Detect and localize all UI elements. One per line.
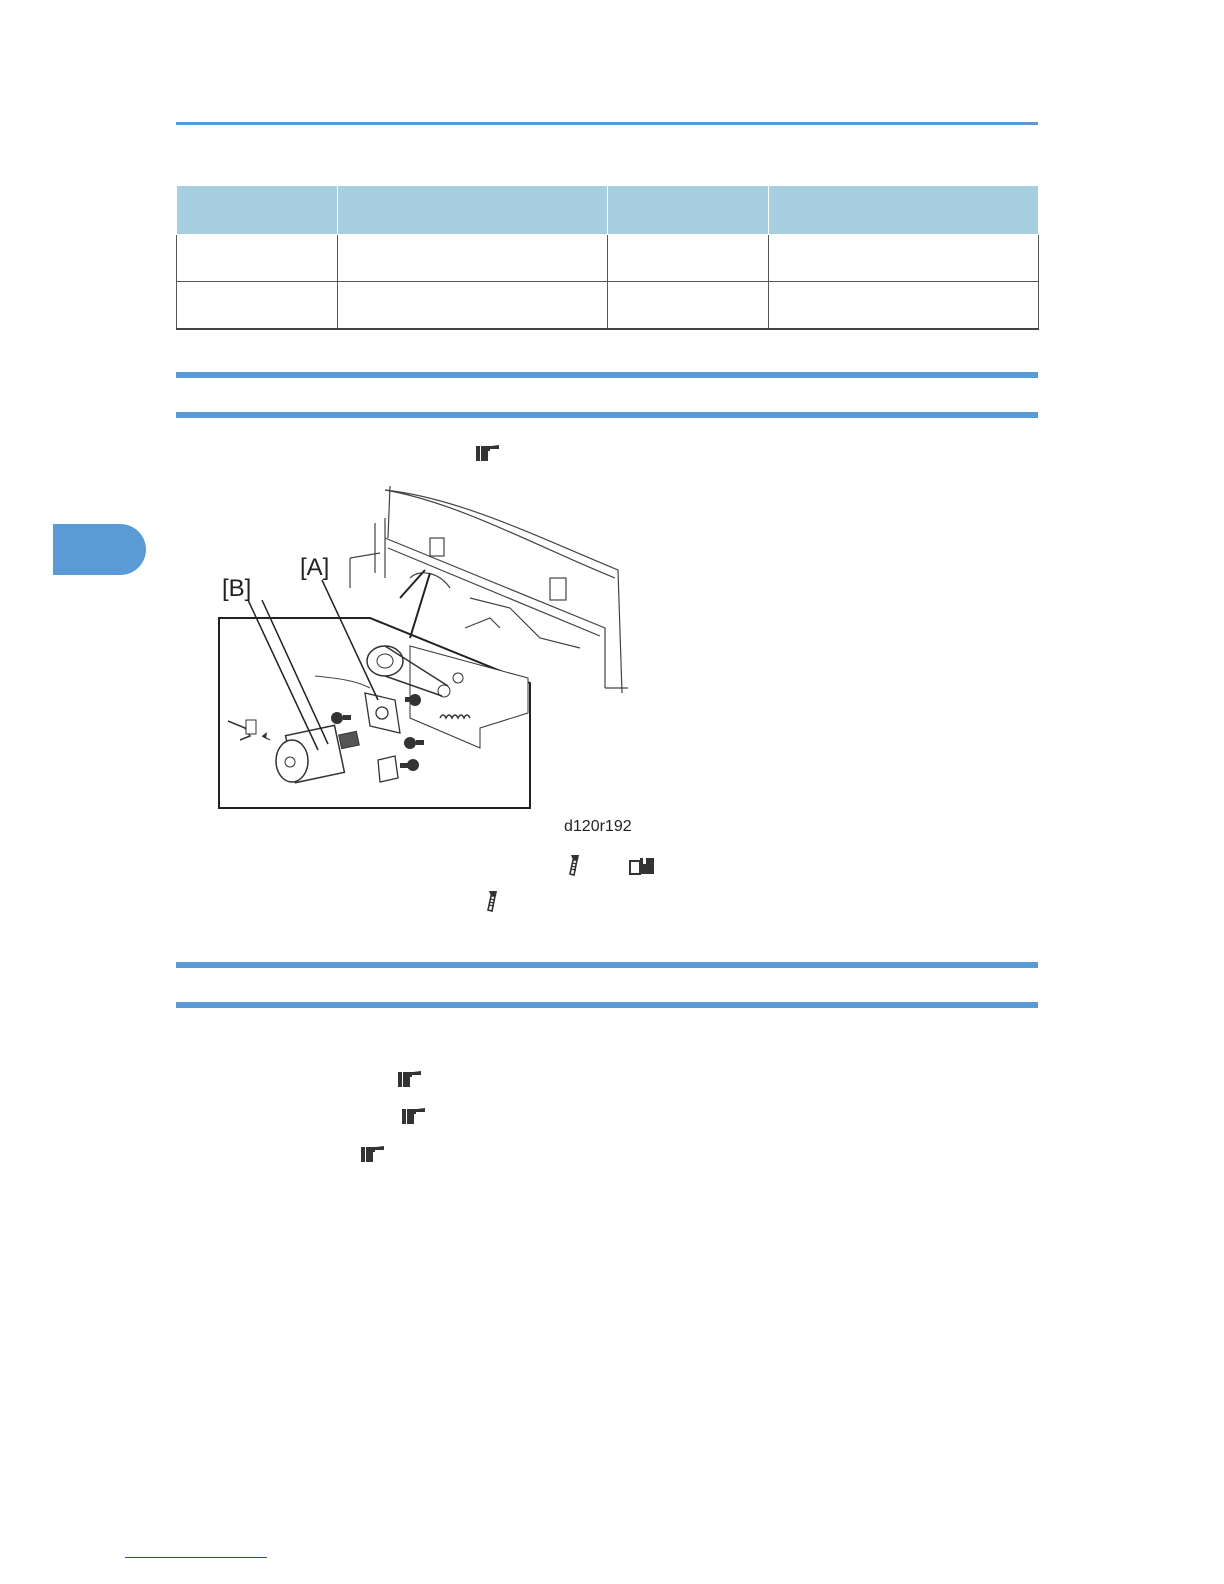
figure-label-a: [A] (300, 554, 330, 581)
table-header-row (177, 186, 1039, 235)
pointing-hand-icon (400, 1106, 428, 1126)
section-rule-top (176, 962, 1038, 968)
table-cell (769, 235, 1039, 282)
table-cell (177, 235, 338, 282)
figure-label-b: [B] (222, 575, 252, 602)
table-header-cell (177, 186, 338, 235)
spec-table (176, 185, 1039, 330)
table-cell (608, 282, 769, 330)
figure-code: d120r192 (564, 818, 632, 835)
connector-icon (628, 856, 658, 876)
footer-link-underline[interactable] (125, 1557, 267, 1558)
section-rule-bottom (176, 1002, 1038, 1008)
screw-icon (566, 854, 582, 876)
table-row (177, 282, 1039, 330)
chapter-tab (53, 524, 146, 575)
table-header-cell (338, 186, 608, 235)
screw-icon (484, 890, 500, 912)
section-rule-bottom (176, 412, 1038, 418)
section-rule-top (176, 372, 1038, 378)
pointing-hand-icon (474, 443, 502, 463)
pointing-hand-icon (396, 1069, 424, 1089)
table-cell (177, 282, 338, 330)
table-cell (338, 235, 608, 282)
table-cell (338, 282, 608, 330)
table-row (177, 235, 1039, 282)
table-cell (608, 235, 769, 282)
table-header-cell (769, 186, 1039, 235)
header-rule (176, 122, 1038, 125)
assembly-figure (210, 478, 640, 823)
table-cell (769, 282, 1039, 330)
pointing-hand-icon (359, 1144, 387, 1164)
table-header-cell (608, 186, 769, 235)
